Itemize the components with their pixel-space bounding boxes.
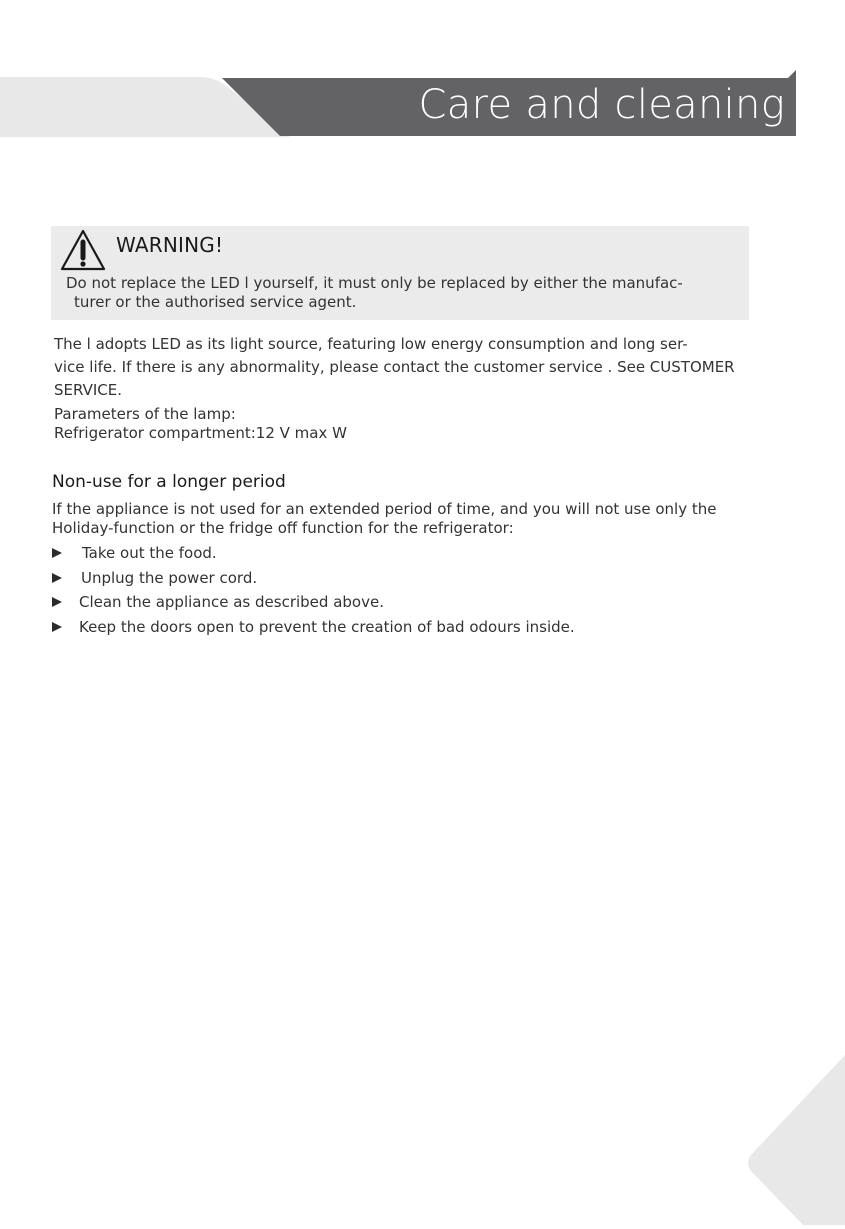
list-item-text: Keep the doors open to prevent the creation of bad odours inside. <box>79 617 575 636</box>
paragraph-line: Holiday-function or the fridge off function for the refrigerator: <box>52 519 514 537</box>
list-item <box>52 568 772 593</box>
parameters-label: Parameters of the lamp: <box>54 405 236 423</box>
list-item-text: Clean the appliance as described above. <box>79 593 384 611</box>
list-item <box>52 543 772 568</box>
warning-triangle-icon <box>59 228 107 272</box>
corner-tab <box>745 1055 845 1225</box>
list-item-text: Unplug the power cord. <box>81 568 258 587</box>
non-use-intro <box>52 500 762 538</box>
page-title: Care and cleaning <box>418 82 785 128</box>
section-heading: Non-use for a longer period <box>52 472 286 492</box>
right-arrow-icon <box>52 573 62 583</box>
right-arrow-icon <box>52 597 62 607</box>
paragraph-line: The l adopts LED as its light source, featuring low energy consumption and long ser- <box>54 335 688 353</box>
right-arrow-icon <box>52 548 62 558</box>
warning-title: WARNING! <box>116 233 224 257</box>
paragraph-line: vice life. If there is any abnormality, please contact the customer service . See CUSTOMER <box>54 358 735 376</box>
list-item-text: Take out the food. <box>82 544 217 562</box>
lamp-parameters <box>54 405 754 443</box>
list-item <box>52 592 772 617</box>
steps-list <box>52 543 772 641</box>
parameters-value: Refrigerator compartment:12 V max W <box>54 424 347 442</box>
warning-text-line: turer or the authorised service agent. <box>74 293 357 311</box>
warning-text <box>66 274 746 312</box>
right-arrow-icon <box>52 622 62 632</box>
list-item <box>52 617 772 642</box>
lamp-info-paragraph <box>54 333 754 402</box>
warning-box <box>51 226 749 320</box>
paragraph-line: SERVICE. <box>54 381 123 399</box>
warning-text-line: Do not replace the LED l yourself, it must only be replaced by either the manufac- <box>66 274 683 292</box>
paragraph-line: If the appliance is not used for an extended period of time, and you will not use only the <box>52 500 717 518</box>
